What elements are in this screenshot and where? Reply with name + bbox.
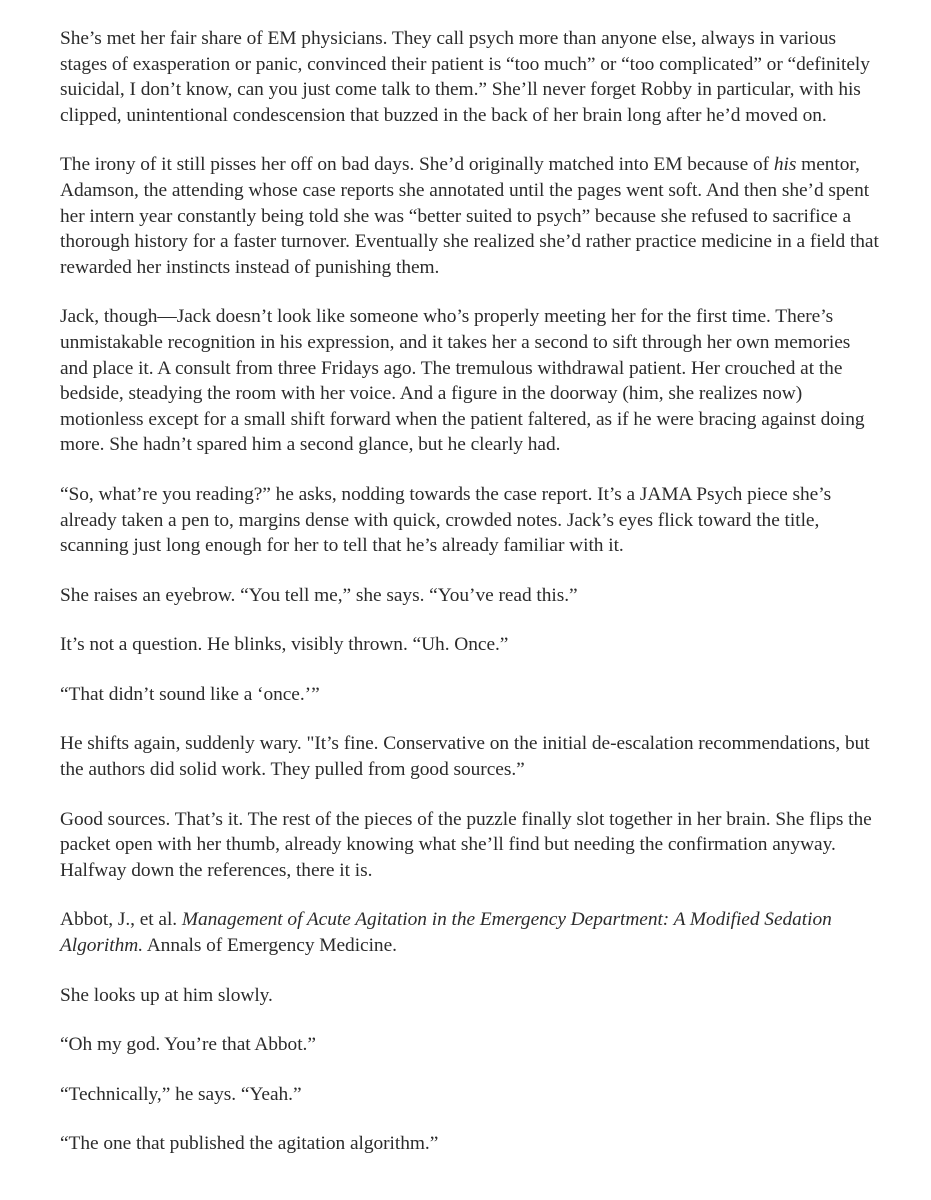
reference-citation <box>60 907 880 958</box>
paragraph-3: Jack, though—Jack doesn’t look like someone who’s properly meeting her for the first time. There’s unmistakable recognition in his expression, and it takes her a second to sift through her own memories and place it. A consult from three Fridays ago. The tremulous withdrawal patient. Her crouched at the bedside, steadying the room with her voice. And a figure in the doorway (him, she realizes now) motionless except for a small shift forward when the patient faltered, as if he were bracing against doing more. She hadn’t spared him a second glance, but he clearly had. <box>60 306 865 456</box>
citation-journal: Annals of Emergency Medicine. <box>143 935 397 957</box>
paragraph-5: She raises an eyebrow. “You tell me,” she says. “You’ve read this.” <box>60 584 578 606</box>
paragraph-8: He shifts again, suddenly wary. "It’s fine. Conservative on the initial de-escalation recommendations, but the authors did solid work. They pulled from good sources.” <box>60 733 870 781</box>
paragraph-1: She’s met her fair share of EM physicians. They call psych more than anyone else, always in various stages of exasperation or panic, convinced their patient is “too much” or “too complicated” or “definitely suicidal, I don’t know, can you just come talk to them.” She’ll never forget Robby in particular, with his clipped, unintentional condescension that buzzed in the back of her brain long after he’d moved on. <box>60 28 870 126</box>
paragraph-12: “Oh my god. You’re that Abbot.” <box>60 1034 316 1056</box>
paragraph-2-text-after-italic: mentor, Adamson, the attending whose case reports she annotated until the pages went soft. And then she’d spent her intern year constantly being told she was “better suited to psych” because she refused to sacrifice a thorough history for a faster turnover. Eventually she realized she’d rather practice medicine in a field that rewarded her instincts instead of punishing them. <box>60 154 879 278</box>
citation-author: Abbot, J., et al. <box>60 909 182 931</box>
paragraph-13: “Technically,” he says. “Yeah.” <box>60 1083 302 1105</box>
paragraph-2-italic-word: his <box>773 154 797 176</box>
paragraph-11: She looks up at him slowly. <box>60 984 273 1006</box>
document-page <box>60 26 880 1157</box>
paragraph-9: Good sources. That’s it. The rest of the pieces of the puzzle finally slot together in her brain. She flips the packet open with her thumb, already knowing what she’ll find but needing the confirmation anyway. Halfway down the references, there it is. <box>60 808 872 881</box>
paragraph-7: “That didn’t sound like a ‘once.’” <box>60 683 320 705</box>
paragraph-2-text-before-italic: The irony of it still pisses her off on bad days. She’d originally matched into EM because of <box>60 154 774 176</box>
paragraph-2 <box>60 152 880 280</box>
citation-title: Management of Acute Agitation in the Emergency Department: A Modified Sedation Algorithm. <box>60 909 832 957</box>
paragraph-14: “The one that published the agitation algorithm.” <box>60 1133 439 1155</box>
paragraph-6: It’s not a question. He blinks, visibly thrown. “Uh. Once.” <box>60 634 509 656</box>
paragraph-4: “So, what’re you reading?” he asks, nodding towards the case report. It’s a JAMA Psych piece she’s already taken a pen to, margins dense with quick, crowded notes. Jack’s eyes flick toward the title, scanning just long enough for her to tell that he’s already familiar with it. <box>60 483 832 557</box>
